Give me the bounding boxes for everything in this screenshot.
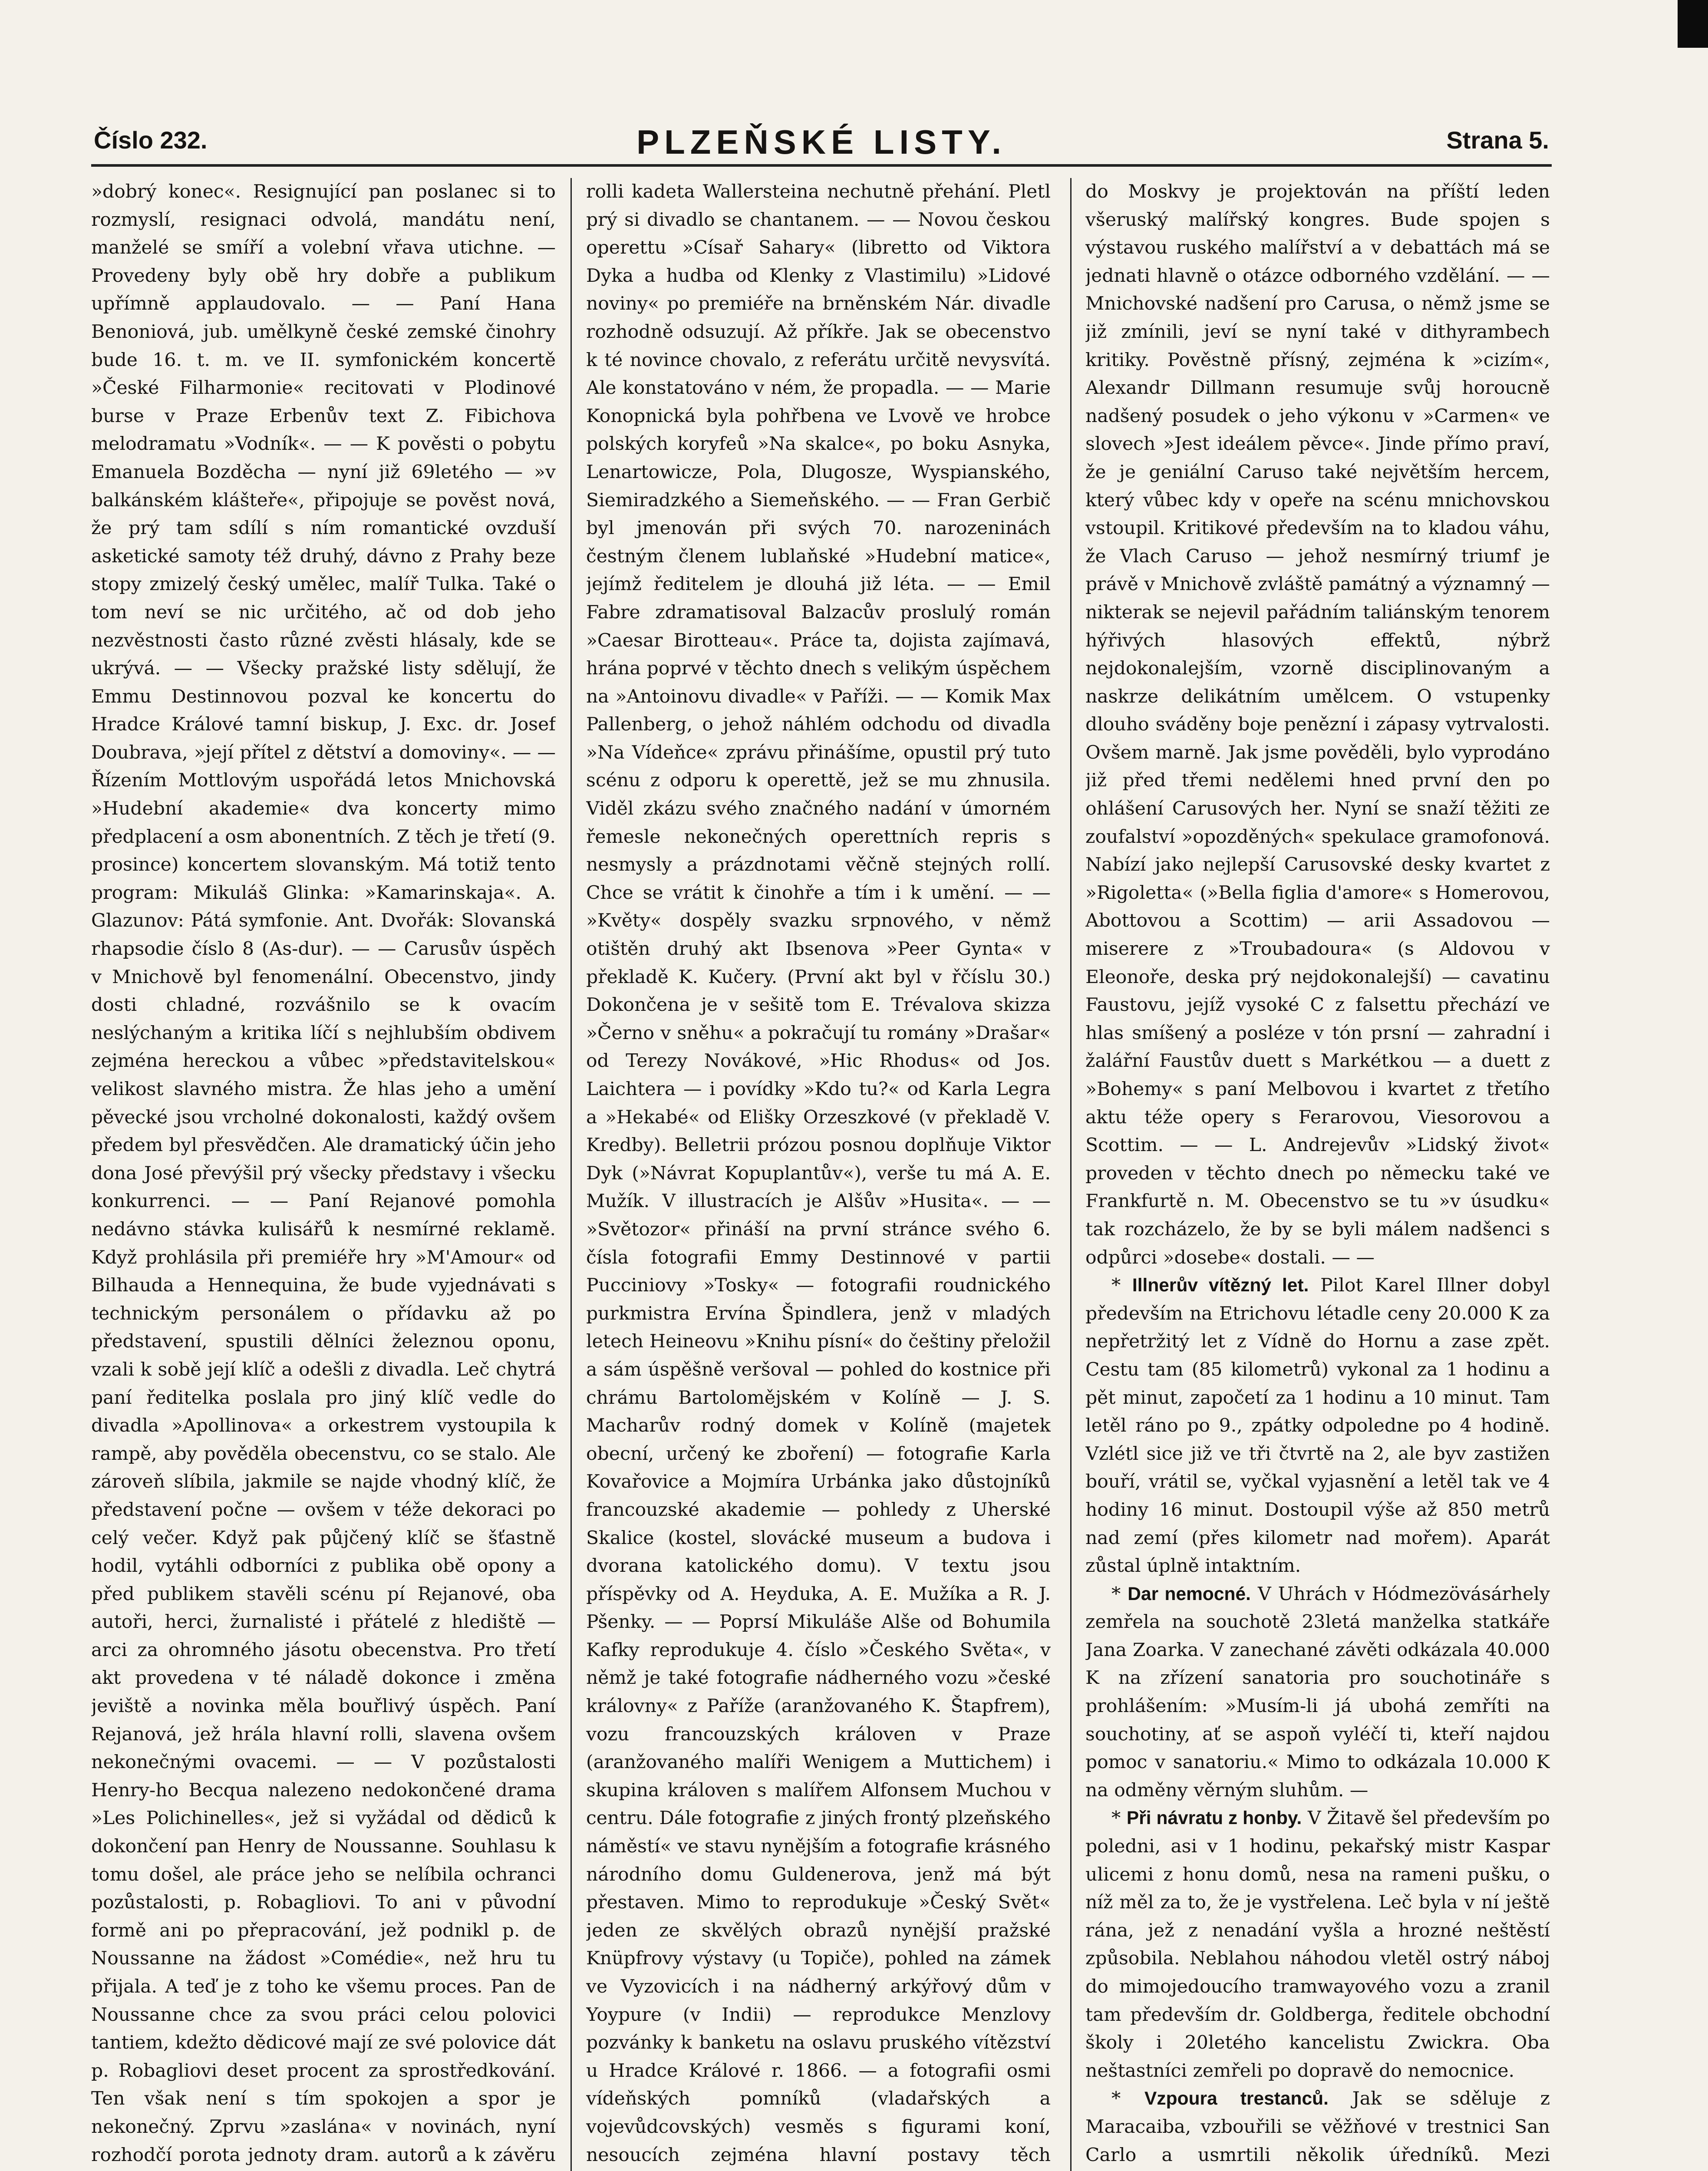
news-title: Dar nemocné.: [1128, 1584, 1251, 1604]
page-number: Strana 5.: [1446, 126, 1549, 154]
news-title: Při návratu z honby.: [1126, 1808, 1302, 1829]
news-title: Illnerův vítězný let.: [1132, 1275, 1309, 1296]
news-item-dar: * Dar nemocné. V Uhrách v Hódmezövásárhely zemřela na souchotě 23letá manželka statkáře Jana Zoarka. V zanechané závěti odkázala 40.000 K na zřízení sanatoria pro souchotináře s prohlášením: »Musím-li já ubohá zemříti na souchotiny, ať se aspoň vyléčí ti, kteří najdou pomoc v sanatoriu.« Mimo to odkázala 10.000 K na odměny věrným sluhům. —: [1085, 1583, 1550, 1801]
page-header: [91, 122, 1552, 167]
news-item-honba: * Při návratu z honby. V Žitavě šel především po poledni, asi v 1 hodinu, pekařský mistr Kaspar ulicemi z honu domů, nesa na rameni pušku, o níž měl za to, že je vystřelena. Leč byla v ní ještě rána, jež z nenadání vyšla a hrozné neštěstí způsobila. Neblahou náhodou vletěl ostrý náboj do mimojedoucího tramwayového vozu a zranil tam především dr. Goldberga, ředitele obchodní školy i 20letého kancelistu Zwickra. Oba neštastníci zemřeli po dopravě do nemocnice.: [1085, 1808, 1550, 2082]
news-item-vzpoura: * Vzpoura trestanců. Jak se sděluje z Maracaiba, vzbouřili se věžňové v trestnici San Carlo a usmrtili několik úředníků. Mezi: [1085, 2085, 1550, 2171]
news-body: Jak se sděluje z Maracaiba, vzbouřili se věžňové v trestnici San Carlo a usmrtili několik úředníků. Mezi: [1085, 2088, 1550, 2166]
news-body: V Žitavě šel především po poledni, asi v 1 hodinu, pekařský mistr Kaspar ulicemi z honu domů, nesa na rameni pušku, o níž měl za to, že je vystřelena. Leč byla v ní ještě rána, jež z nenadání vyšla a hrozné neštěstí způsobila. Neblahou náhodou vletěl ostrý náboj do mimojedoucího tramwayového vozu a zranil tam především dr. Goldberga, ředitele obchodní školy i 20letého kancelistu Zwickra. Oba neštastníci zemřeli po dopravě do nemocnice.: [1085, 1808, 1550, 2082]
column-2: [586, 178, 1051, 2171]
column-3-text: do Moskvy je projektován na příští leden všeruský malířský kongres. Bude spojen s výstavou ruského malířství a v debattách má se jednati hlavně o otázce odborného vzdělání. — — Mnichovské nadšení pro Carusa, o němž jsme se již zmínili, jeví se nyní také v dithyrambech kritiky. Pověstně přísný, zejména k »cizím«, Alexandr Dillmann resumuje svůj horoucně nadšený posudek o jeho výkonu v »Carmen« ve slovech »Jest ideálem pěvce«. Jinde přímo praví, že je geniální Caruso také největším hercem, který vůbec kdy v opeře na scénu mnichovskou vstoupil. Kritikové především na to kladou váhu, že Vlach Caruso — jehož nesmírný triumf je právě v Mnichově zvláště památný a významný — nikterak se nejevil pařádním taliánským tenorem hýřivých hlasových effektů, nýbrž nejdokonalejším, vzorně disciplinovaným a naskrze delikátním umělcem. O vstupenky dlouho sváděny boje penězní i zápasy vytrvalosti. Ovšem marně. Jak jsme pověděli, bylo vyprodáno již před třemi nedělemi hned první den po ohlášení Carusových her. Nyní se snaží těžiti ze zoufalství »opozděných« spekulace gramofonová. Nabízí jako nejlepší Carusovské desky kvartet z »Rigoletta« (»Bella figlia d'amore« s Homerovou, Abottovou a Scottim) — arii Assadovou — miserere z »Troubadoura« (s Aldovou v Eleonoře, deska prý nejdokonalejší) — cavatinu Faustovu, jejíž vysoké C z falsettu přechází ve hlas smíšený a posléze v tón prsní — zahradní i žalářní Faustův duett s Markétkou — a duett z »Bohemy« s paní Melbovou i kvartet z třetího aktu téže opery s Ferarovou, Viesorovou a Scottim. — — L. Andrejevův »Lidský život« proveden v těchto dnech po německu také ve Frankfurtě n. M. Obecenstvo se tu »v úsudku« tak rozcházelo, že by se byli málem nadšenci s odpůrci »dosebe« dostali. — —: [1085, 181, 1550, 1268]
news-body: Pilot Karel Illner dobyl především na Etrichovu létadle ceny 20.000 K za nepřetržitý let z Vídně do Hornu a zase zpět. Cestu tam (85 kilometrů) vykonal za 1 hodinu a pět minut, započetí za 1 hodinu a 10 minut. Tam letěl ráno po 9., zpátky odpoledne po 4 hodině. Vzlétl sice již ve tři čtvrtě na 2, ale byv zastižen bouří, vrátil se, vyčkal vyjasnění a letěl tak ve 4 hodiny 16 minut. Dostoupil výše až 850 metrů nad zemí (přes kilometr nad mořem). Aparát zůstal úplně intaktním.: [1085, 1275, 1550, 1577]
column-1: [91, 178, 556, 2171]
news-title: Vzpoura trestanců.: [1144, 2089, 1329, 2109]
news-item-illner: * Illnerův vítězný let. Pilot Karel Illner dobyl především na Etrichovu létadle ceny 20.000 K za nepřetržitý let z Vídně do Hornu a zase zpět. Cestu tam (85 kilometrů) vykonal za 1 hodinu a pět minut, započetí za 1 hodinu a 10 minut. Tam letěl ráno po 9., zpátky odpoledne po 4 hodině. Vzlétl sice již ve tři čtvrtě na 2, ale byv zastižen bouří, vrátil se, vyčkal vyjasnění a letěl tak ve 4 hodiny 16 minut. Dostoupil výše až 850 metrů nad zemí (přes kilometr nad mořem). Aparát zůstal úplně intaktním.: [1085, 1275, 1550, 1577]
column-2-text: rolli kadeta Wallersteina nechutně přehání. Pletl prý si divadlo se chantanem. — — Novou českou operettu »Císař Sahary« (libretto od Viktora Dyka a hudba od Klenky z Vlastimilu) »Lidové noviny« po premiéře na brněnském Nár. divadle rozhodně odsuzují. Až příkře. Jak se obecenstvo k té novince chovalo, z referátu určitě nevysvítá. Ale konstatováno v ném, že propadla. — — Marie Konopnická byla pohřbena ve Lvově ve hrobce polských koryfeů »Na skalce«, po boku Asnyka, Lenartowicze, Pola, Dlugosze, Wyspianského, Siemiradzkého a Siemeňského. — — Fran Gerbič byl jmenován při svých 70. narozeninách čestným členem lublaňské »Hudební matice«, jejímž ředitelem je dlouhá již léta. — — Emil Fabre zdramatisoval Balzacův proslulý román »Caesar Birotteau«. Práce ta, dojista zajímavá, hrána poprvé v těchto dnech s velikým úspěchem na »Antoinovu divadle« v Paříži. — — Komik Max Pallenberg, o jehož náhlém odchodu od divadla »Na Vídeňce« zprávu přinášíme, opustil prý tuto scénu z odporu k operettě, jež se mu zhnusila. Viděl zkázu svého značného nadání v úmorném řemesle nekonečných operettních repris s nesmysly a prázdnotami věčně stejných rollí. Chce se vrátit k činohře a tím i k umění. — — »Květy« dospěly svazku srpnového, v němž otištěn druhý akt Ibsenova »Peer Gynta« v překladě K. Kučery. (První akt byl v řčíslu 30.) Dokončena je v sešitě tom E. Trévalova skizza »Černo v sněhu« a pokračují tu romány »Drašar« od Terezy Novákové, »Hic Rhodus« od Jos. Laichtera — i povídky »Kdo tu?« od Karla Legra a »Hekabé« od Elišky Orzeszkové (v překladě V. Kredby). Belletrii prózou posnou doplňuje Viktor Dyk (»Návrat Kopuplantův«), verše tu má A. E. Mužík. V illustracích je Alšův »Husita«. — — »Světozor« přináší na první stránce svého 6. čísla fotografii Emmy Destinnové v partii Pucciniovy »Tosky« — fotografii roudnického purkmistra Ervína Špindlera, jenž v mladých letech Heineovu »Knihu písní« do češtiny přeložil a sám úspěšně veršoval — pohled do kostnice při chrámu Bartolomějském v Kolíně — J. S. Macharův rodný domek v Kolíně (majetek obecní, určený ke zboření) — fotografie Karla Kovařovice a Mojmíra Urbánka jako důstojníků francouzské akademie — pohledy z Uherské Skalice (kostel, slovácké museum a budova i dvorana katolického domu). V textu jsou příspěvky od A. Heyduka, A. E. Mužíka a R. J. Pšenky. — — Poprsí Mikuláše Alše od Bohumila Kafky reprodukuje 4. číslo »Českého Světa«, v němž je také fotografie nádherného vozu »české královny« z Paříže (aranžovaného K. Štapfrem), vozu francouzských královen v Praze (aranžovaného malíři Wenigem a Muttichem) i skupina královen s malířem Alfonsem Muchou v centru. Dále fotografie z jiných frontý plzeňského náměstí« ve stavu nynějším a fotografie krásného národního domu Guldenerova, jenž má být přestaven. Mimo to reprodukuje »Český Svět« jeden ze skvělých obrazů nynější pražské Knüpfrovy výstavy (u Topiče), pohled na zámek ve Vyzovicích i na nádherný arkýřový dům v Yoypure (v Indii) — reprodukce Menzlovy pozvánky k banketu na oslavu pruského vítězství u Hradce Králové r. 1866. — a fotografii osmi vídeňských pomníků (vladařských a vojevůdcovských) vesměs s figurami koní, nesoucích zejména hlavní postavy těch: [586, 181, 1051, 2166]
article-columns: [91, 178, 1552, 2171]
column-3: [1085, 178, 1550, 2171]
column-divider: [1070, 178, 1072, 2171]
newspaper-title: PLZEŇSKÉ LISTY.: [636, 123, 1006, 161]
column-divider: [570, 178, 572, 2171]
column-1-text: »dobrý konec«. Resignující pan poslanec si to rozmyslí, resignaci odvolá, mandátu není, manželé se smíří a volební vřava utichne. — Provedeny byly obě hry dobře a publikum upřímně applaudovalo. — — Paní Hana Benoniová, jub. umělkyně české zemské činohry bude 16. t. m. ve II. symfonickém koncertě »České Filharmonie« recitovati v Plodinové burse v Praze Erbenův text Z. Fibichova melodramatu »Vodník«. — — K pověsti o pobytu Emanuela Bozděcha — nyní již 69letého — »v balkánském klášteře«, připojuje se pověst nová, že prý tam sdílí s ním romantické ovzduší asketické samoty též druhý, dávno z Prahy beze stopy zmizelý český umělec, malíř Tulka. Také o tom neví se nic určitého, ač od dob jeho nezvěstnosti často různé zvěsti hlásaly, kde se ukrývá. — — Všecky pražské listy sdělují, že Emmu Destinnovou pozval ke koncertu do Hradce Králové tamní biskup, J. Exc. dr. Josef Doubrava, »její přítel z dětství a domoviny«. — — Řízením Mottlovým uspořádá letos Mnichovská »Hudební akademie« dva koncerty mimo předplacení a osm abonentních. Z těch je třetí (9. prosince) koncertem slovanským. Má totiž tento program: Mikuláš Glinka: »Kamarinskaja«. A. Glazunov: Pátá symfonie. Ant. Dvořák: Slovanská rhapsodie číslo 8 (As-dur). — — Carusův úspěch v Mnichově byl fenomenální. Obecenstvo, jindy dosti chladné, rozvášnilo se k ovacím neslýchaným a kritika líčí s nejhlubším obdivem zejména hereckou a vůbec »představitelskou« velikost slavného mistra. Že hlas jeho a umění pěvecké jsou vrcholné dokonalosti, každý ovšem předem byl přesvědčen. Ale dramatický účin jeho dona José převýšil prý všecky představy i všecku konkurrenci. — — Paní Rejanové pomohla nedávno stávka kulisářů k nesmírné reklamě. Když prohlásila při premiéře hry »M'Amour« od Bilhauda a Hennequina, že bude vyjednávati s technickým personálem o přídavku až po představení, spustili dělníci železnou oponu, vzali k sobě její klíč a odešli z divadla. Leč chytrá paní ředitelka poslala pro jiný klíč vedle do divadla »Apollinova« a orkestrem vystoupila k rampě, aby pověděla obecenstvu, co se stalo. Ale zároveň slíbila, jakmile se najde vhodný klíč, že představení počne — ovšem v téže dekoraci po celý večer. Když pak půjčený klíč se šťastně hodil, vytáhli odborníci z publika obě opony a před publikem stavěli scénu pí Rejanové, oba autoři, herci, žurnalisté i přátelé z hlediště — arci za ohromného jásotu obecenstva. Pro třetí akt provedena v té náladě dokonce i změna jeviště a novinka měla bouřlivý úspěch. Paní Rejanová, jež hrála hlavní rolli, slavena ovšem nekonečnými ovacemi. — — V pozůstalosti Henry-ho Becqua nalezeno nedokončené drama »Les Polichinelles«, jež si vyžádal od dědiců k dokončení pan Henry de Noussanne. Souhlasu k tomu došel, ale práce jeho se nelíbila ochranci pozůstalosti, p. Robagliovi. To ani v původní formě ani po přepracování, jež podnikl p. de Noussanne na žádost »Comédie«, než hru tu přijala. A teď je z toho ke všemu proces. Pan de Noussanne chce za svou práci celou polovici tantiem, kdežto dědicové mají ze své polovice dát p. Robagliovi deset procent za sprostředkování. Ten však není s tím spokojen a spor je nekonečný. Zprvu »zaslána« v novinách, nyní rozhodčí porota jednoty dram. autorů a k závěru: [91, 181, 556, 2166]
news-body: V Uhrách v Hódmezövásárhely zemřela na souchotě 23letá manželka statkáře Jana Zoarka. V zanechané závěti odkázala 40.000 K na zřízení sanatoria pro souchotináře s prohlášením: »Musím-li já ubohá zemříti na souchotiny, ať se aspoň vyléčí ti, kteří najdou pomoc v sanatoriu.« Mimo to odkázala 10.000 K na odměny věrným sluhům. —: [1085, 1583, 1550, 1801]
scan-edge: [1678, 0, 1708, 48]
issue-number: Číslo 232.: [94, 126, 208, 154]
